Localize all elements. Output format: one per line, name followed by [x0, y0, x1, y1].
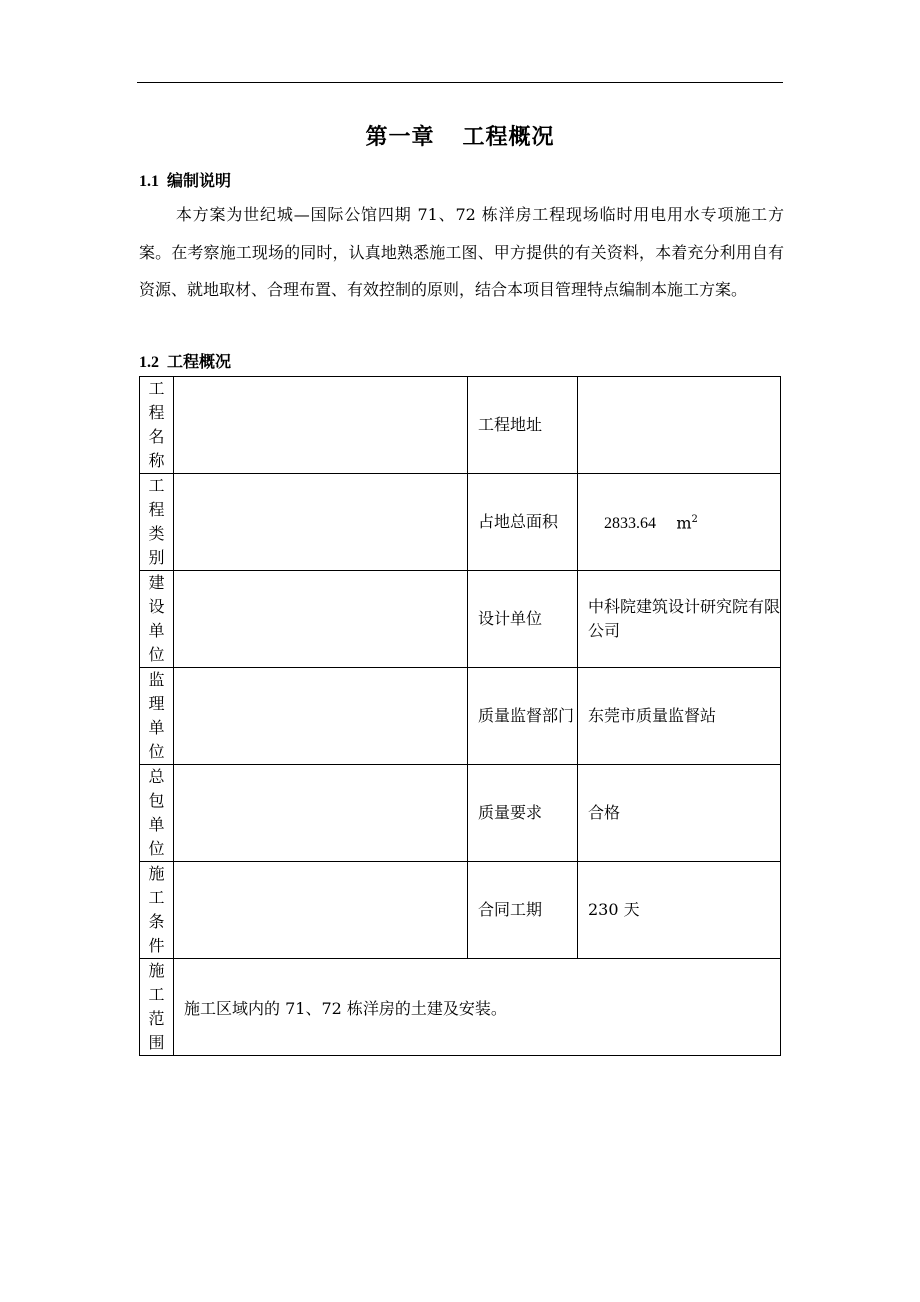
- row-value2-cell: [578, 377, 781, 474]
- row-label-cell: [140, 668, 174, 765]
- row-label-cell: [140, 959, 174, 1056]
- table-row: [140, 668, 781, 765]
- row-label: 施工条件: [148, 864, 165, 955]
- row-label: 监理单位: [148, 670, 165, 761]
- body-text: 本方案为世纪城—国际公馆四期 71、72 栋洋房工程现场临时用电用水专项施工方案。在考察施工现场的同时，认真地熟悉施工图、甲方提供的有关资料，本着充分利用自有资源、就地取材、合理布置、有效控制的原则，结合本项目管理特点编制本施工方案。: [139, 205, 784, 299]
- section-heading-1-1: [139, 168, 231, 191]
- row-label: 工程名称: [148, 379, 165, 470]
- row-label: 建设单位: [148, 573, 165, 664]
- table-row: [140, 765, 781, 862]
- table-row: [140, 377, 781, 474]
- row-label-cell: [140, 862, 174, 959]
- row-value2-cell: 中科院建筑设计研究院有限公司: [578, 571, 781, 668]
- area-value: 2833.64: [604, 515, 656, 533]
- section-number: 1.1: [139, 173, 159, 190]
- row-value-cell: [174, 765, 468, 862]
- row-key-cell: 占地总面积: [468, 474, 578, 571]
- section-1-1-body: [139, 196, 784, 309]
- chapter-number: 第一章: [365, 124, 435, 150]
- row-value-cell: [174, 377, 468, 474]
- row-label-cell: [140, 474, 174, 571]
- row-key-cell: 设计单位: [468, 571, 578, 668]
- row-key-cell: 工程地址: [468, 377, 578, 474]
- section-title: 编制说明: [167, 171, 232, 190]
- row-value2-cell: [578, 474, 781, 571]
- table-row: [140, 571, 781, 668]
- table-row: [140, 862, 781, 959]
- section-heading-1-2: [139, 349, 231, 372]
- row-label: 工程类别: [148, 476, 165, 567]
- project-overview-table: [139, 376, 781, 1056]
- row-key-cell: 质量监督部门: [468, 668, 578, 765]
- row-label-cell: [140, 765, 174, 862]
- row-value2-cell: 东莞市质量监督站: [578, 668, 781, 765]
- table-row: [140, 959, 781, 1056]
- row-key-cell: 质量要求: [468, 765, 578, 862]
- table-row: [140, 474, 781, 571]
- row-value-cell: [174, 668, 468, 765]
- chapter-name: 工程概况: [462, 124, 555, 150]
- row-value-cell: [174, 474, 468, 571]
- row-key-cell: 合同工期: [468, 862, 578, 959]
- scope-value-cell: 施工区域内的 71、72 栋洋房的土建及安装。: [174, 959, 781, 1056]
- section-title: 工程概况: [167, 352, 232, 371]
- row-value2-cell: 合格: [578, 765, 781, 862]
- row-value-cell: [174, 571, 468, 668]
- chapter-title: [137, 120, 783, 151]
- section-number: 1.2: [139, 354, 159, 371]
- row-value-cell: [174, 862, 468, 959]
- row-label: 总包单位: [148, 767, 165, 858]
- row-label: 施工范围: [148, 961, 165, 1052]
- row-label-cell: [140, 377, 174, 474]
- area-unit-exponent: 2: [691, 513, 698, 525]
- row-value2-cell: 230 天: [578, 862, 781, 959]
- row-label-cell: [140, 571, 174, 668]
- area-unit: m: [676, 513, 692, 533]
- header-rule: [137, 82, 783, 83]
